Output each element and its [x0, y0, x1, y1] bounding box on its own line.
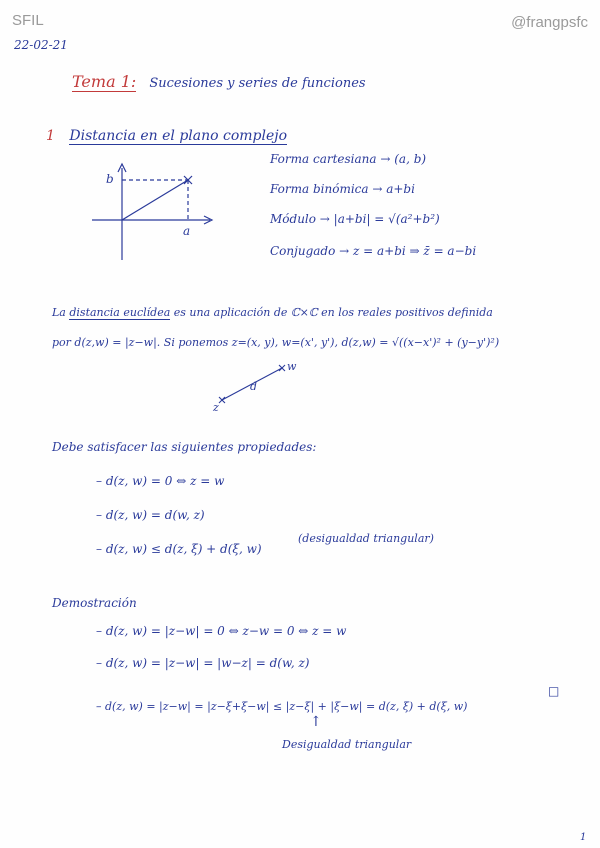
definition-pre: La — [52, 306, 70, 319]
proof-line-2: – d(z, w) = |z−w| = |w−z| = d(w, z) — [96, 656, 310, 670]
right-watermark: @frangpsfc — [511, 14, 588, 31]
z-point-label: z — [213, 401, 219, 414]
proof-line-1: – d(z, w) = |z−w| = 0 ⇔ z−w = 0 ⇔ z = w — [96, 624, 347, 638]
proof-heading: Demostración — [52, 596, 137, 610]
definition-post: es una aplicación de ℂ×ℂ en los reales positivos definida — [170, 306, 493, 319]
triangle-inequality-annotation: Desigualdad triangular — [282, 738, 412, 751]
definition-term: distancia euclídea — [69, 306, 171, 319]
title-label: Tema 1: — [72, 72, 137, 91]
triangle-inequality-note: (desigualdad triangular) — [298, 532, 434, 545]
date: 22-02-21 — [14, 38, 68, 52]
properties-intro: Debe satisfacer las siguientes propiedades: — [52, 440, 317, 454]
qed-symbol: □ — [548, 684, 560, 698]
section-number: 1 — [46, 128, 55, 144]
property-2: – d(z, w) = d(w, z) — [96, 508, 205, 522]
property-3: – d(z, w) ≤ d(z, ξ) + d(ξ, w) — [96, 542, 262, 556]
title-text: Sucesiones y series de funciones — [149, 76, 366, 91]
form-conjugate: Conjugado → z = a+bi ⇒ z̄ = a−bi — [270, 244, 477, 258]
property-1: – d(z, w) = 0 ⇔ z = w — [96, 474, 225, 488]
a-axis-label: a — [183, 224, 191, 238]
b-axis-label: b — [106, 172, 114, 186]
form-cartesian: Forma cartesiana → (a, b) — [270, 152, 427, 166]
left-watermark: SFIL — [12, 12, 44, 29]
page-number: 1 — [580, 832, 587, 843]
definition-line-2: por d(z,w) = |z−w|. Si ponemos z=(x, y), w=(x', y'), d(z,w) = √((x−x')² + (y−y')²) — [52, 336, 500, 349]
distance-label: d — [250, 380, 258, 393]
up-arrow-icon: ↑ — [310, 714, 322, 730]
form-modulus: Módulo → |a+bi| = √(a²+b²) — [270, 212, 440, 226]
form-binomial: Forma binómica → a+bi — [270, 182, 415, 196]
w-point-label: w — [287, 360, 297, 373]
proof-line-3: – d(z, w) = |z−w| = |z−ξ+ξ−w| ≤ |z−ξ| + |ξ−w| = d(z, ξ) + d(ξ, w) — [96, 700, 468, 713]
section-title: Distancia en el plano complejo — [69, 128, 288, 144]
